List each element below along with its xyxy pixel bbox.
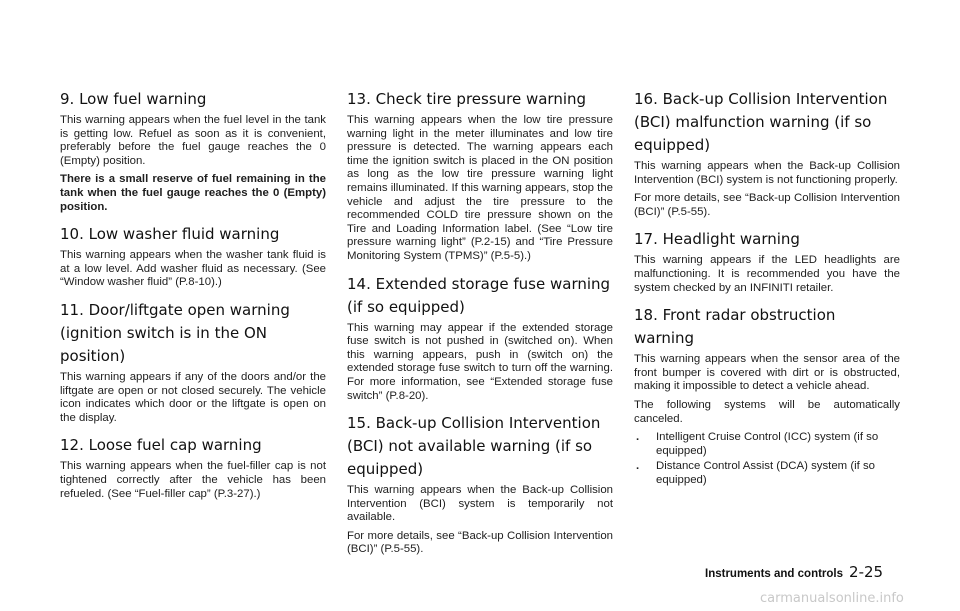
section-heading-headlight: 17. Headlight warning [634, 230, 800, 249]
paragraph: For more details, see “Back-up Collision Intervention (BCI)” (P.5-55). [634, 192, 900, 218]
paragraph: This warning appears when the fuel level in the tank is getting low. Refuel as soon as it is convenient, preferably before the fuel gauge reaches the 0 (Empty) position. [60, 114, 326, 167]
paragraph: This warning appears when the low tire pressure warning light in the meter illuminates and low tire pressure is detected. The warning appears each time the ignition switch is placed in the ON position as long as the low tire pressure warning light remains illuminated. If this warning appears, stop the vehicle and adjust the tire pressure to the recommended COLD tire pressure shown on the Tire and Loading Information label. (See “Low tire pressure warning light” (P.2-15) and “Tire Pressure Monitoring System (TPMS)” (P.5-5).) [347, 114, 613, 262]
section-heading-low-fuel: 9. Low fuel warning [60, 90, 207, 108]
column-left [60, 88, 326, 506]
list-item-text: Distance Control Assist (DCA) system (if so equipped) [656, 460, 876, 486]
section-heading-fuel-cap: 12. Loose fuel cap warning [60, 436, 262, 455]
paragraph: This warning may appear if the extended storage fuse switch is not pushed in (switched on). When this warning appears, push in (switch on) the extended storage fuse switch to turn off the warning. For more information, see “Extended storage fuse switch” (P.8-20). [347, 321, 613, 402]
bold-note: There is a small reserve of fuel remaining in the tank when the fuel gauge reaches the 0 (Empty) position. [60, 173, 326, 213]
section-heading-bci-malfunction: 16. Back-up Collision Intervention (BCI) malfunction warning (if so equipped) [634, 90, 888, 154]
paragraph: The following systems will be automatically canceled. [634, 398, 900, 425]
canceled-systems-list [634, 431, 900, 487]
page-footer [705, 563, 883, 581]
paragraph: This warning appears when the fuel-filler cap is not tightened correctly after the vehicle has been refueled. (See “Fuel-filler cap” (P.3-27).) [60, 460, 326, 500]
section-heading-storage-fuse: 14. Extended storage fuse warning (if so equipped) [347, 274, 611, 316]
section-heading-low-washer-fluid: 10. Low washer fluid warning [60, 225, 280, 244]
section-heading-radar-obstruction: 18. Front radar obstruction warning [634, 306, 836, 348]
column-middle [347, 88, 613, 562]
paragraph: For more details, see “Back-up Collision Intervention (BCI)” (P.5-55). [347, 529, 613, 556]
list-item [634, 431, 900, 458]
watermark: carmanualsonline.info [760, 591, 904, 606]
paragraph: This warning appears when the washer tank fluid is at a low level. Add washer fluid as necessary. (See “Window washer fluid” (P.8-10).) [60, 249, 326, 289]
page-number: 2-25 [849, 563, 884, 581]
section-heading-bci-not-available: 15. Back-up Collision Intervention (BCI) not available warning (if so equipped) [347, 414, 601, 479]
paragraph: This warning appears when the Back-up Collision Intervention (BCI) system is not functioning properly. [634, 160, 900, 186]
section-heading-door-open: 11. Door/liftgate open warning (ignition switch is in the ON position) [60, 300, 290, 365]
paragraph: This warning appears if any of the doors and/or the liftgate are open or not closed securely. The vehicle icon indicates which door or the liftgate is open on the display. [60, 370, 326, 424]
list-item [634, 460, 900, 487]
section-heading-tire-pressure: 13. Check tire pressure warning [347, 90, 587, 108]
paragraph: This warning appears if the LED headlights are malfunctioning. It is recommended you have the system checked by an INFINITI retailer. [634, 254, 900, 294]
paragraph: This warning appears when the Back-up Collision Intervention (BCI) system is temporarily not available. [347, 484, 613, 524]
footer-section-title: Instruments and controls [705, 568, 844, 580]
bullet-icon: . [636, 431, 640, 444]
column-right [634, 88, 900, 490]
list-item-text: Intelligent Cruise Control (ICC) system (if so equipped) [656, 431, 879, 457]
paragraph: This warning appears when the sensor area of the front bumper is covered with dirt or is obstructed, making it impossible to detect a vehicle ahead. [634, 353, 900, 393]
bullet-icon: . [636, 460, 640, 473]
